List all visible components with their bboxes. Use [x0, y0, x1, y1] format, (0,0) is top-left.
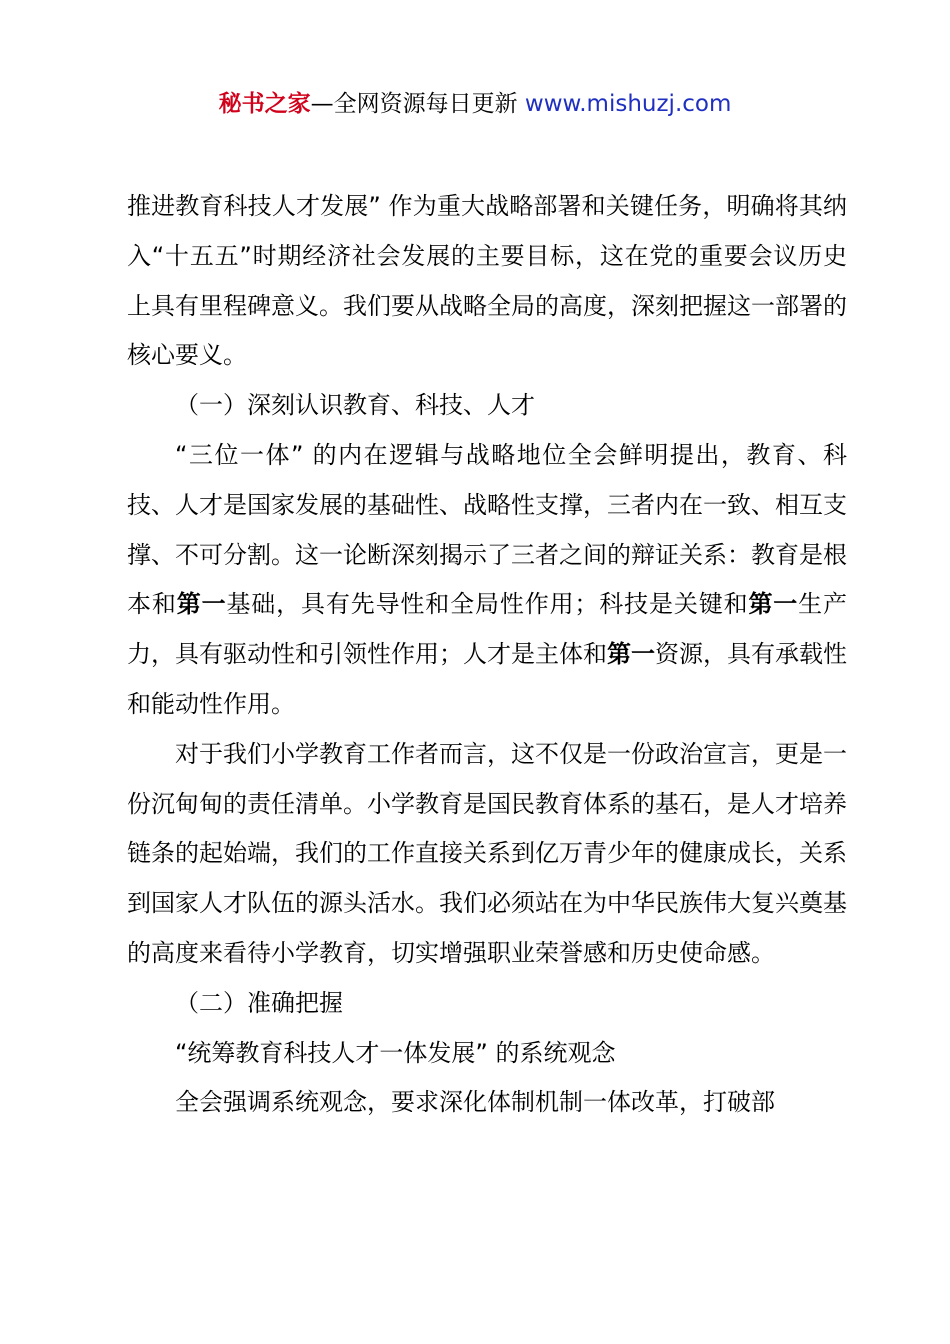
paragraph-system-view: 全会强调系统观念，要求深化体制机制一体改革，打破部 [175, 1088, 775, 1117]
section-heading-1: （一）深刻认识教育、科技、人才 [175, 391, 535, 420]
site-url-link[interactable]: www.mishuzj.com [524, 91, 732, 117]
paragraph-intro: 推进教育科技人才发展” 作为重大战略部署和关键任务，明确将其纳入“十五五”时期经济社会发展的主要目标，这在党的重要会议历史上具有里程碑意义。我们要从战略全局的高度，深刻把握这一部署的核心要义。 [127, 192, 847, 370]
paragraph-primary-education: 对于我们小学教育工作者而言，这不仅是一份政治宣言，更是一份沉甸甸的责任清单。小学教育是国民教育体系的基石，是人才培养链条的起始端，我们的工作直接关系到亿万青少年的健康成长，关系到国家人才队伍的源头活水。我们必须站在为中华民族伟大复兴奠基的高度来看待小学教育，切实增强职业荣誉感和历史使命感。 [127, 739, 847, 967]
bold-emphasis: 第一 [176, 590, 227, 619]
paragraph-text: 生产力，具有驱动性和引领性作用；人才是主体和 [127, 590, 848, 669]
bold-emphasis: 第一 [748, 590, 799, 619]
paragraph-trinity [127, 431, 847, 730]
site-brand: 秘书之家 [218, 91, 311, 117]
section-heading-2: （二）准确把握 [175, 988, 343, 1017]
paragraph-text: 资源，具有承载性和能动性作用。 [127, 640, 847, 718]
site-header [0, 86, 950, 122]
site-tagline: —全网资源每日更新 [310, 91, 525, 117]
document-body [127, 182, 847, 1128]
paragraph-text: 基础，具有先导性和全局性作用；科技是关键和 [226, 590, 749, 619]
paragraph-text: “三位一体” 的内在逻辑与战略地位全会鲜明提出，教育、科技、人才是国家发展的基础性、战略性支撑，三者内在一致、相互支撑、不可分割。这一论断深刻揭示了三者之间的辩证关系：教育是根本和 [127, 440, 847, 619]
bold-emphasis: 第一 [607, 640, 655, 669]
section-heading-2-continued: “统筹教育科技人才一体发展” 的系统观念 [175, 1038, 616, 1067]
